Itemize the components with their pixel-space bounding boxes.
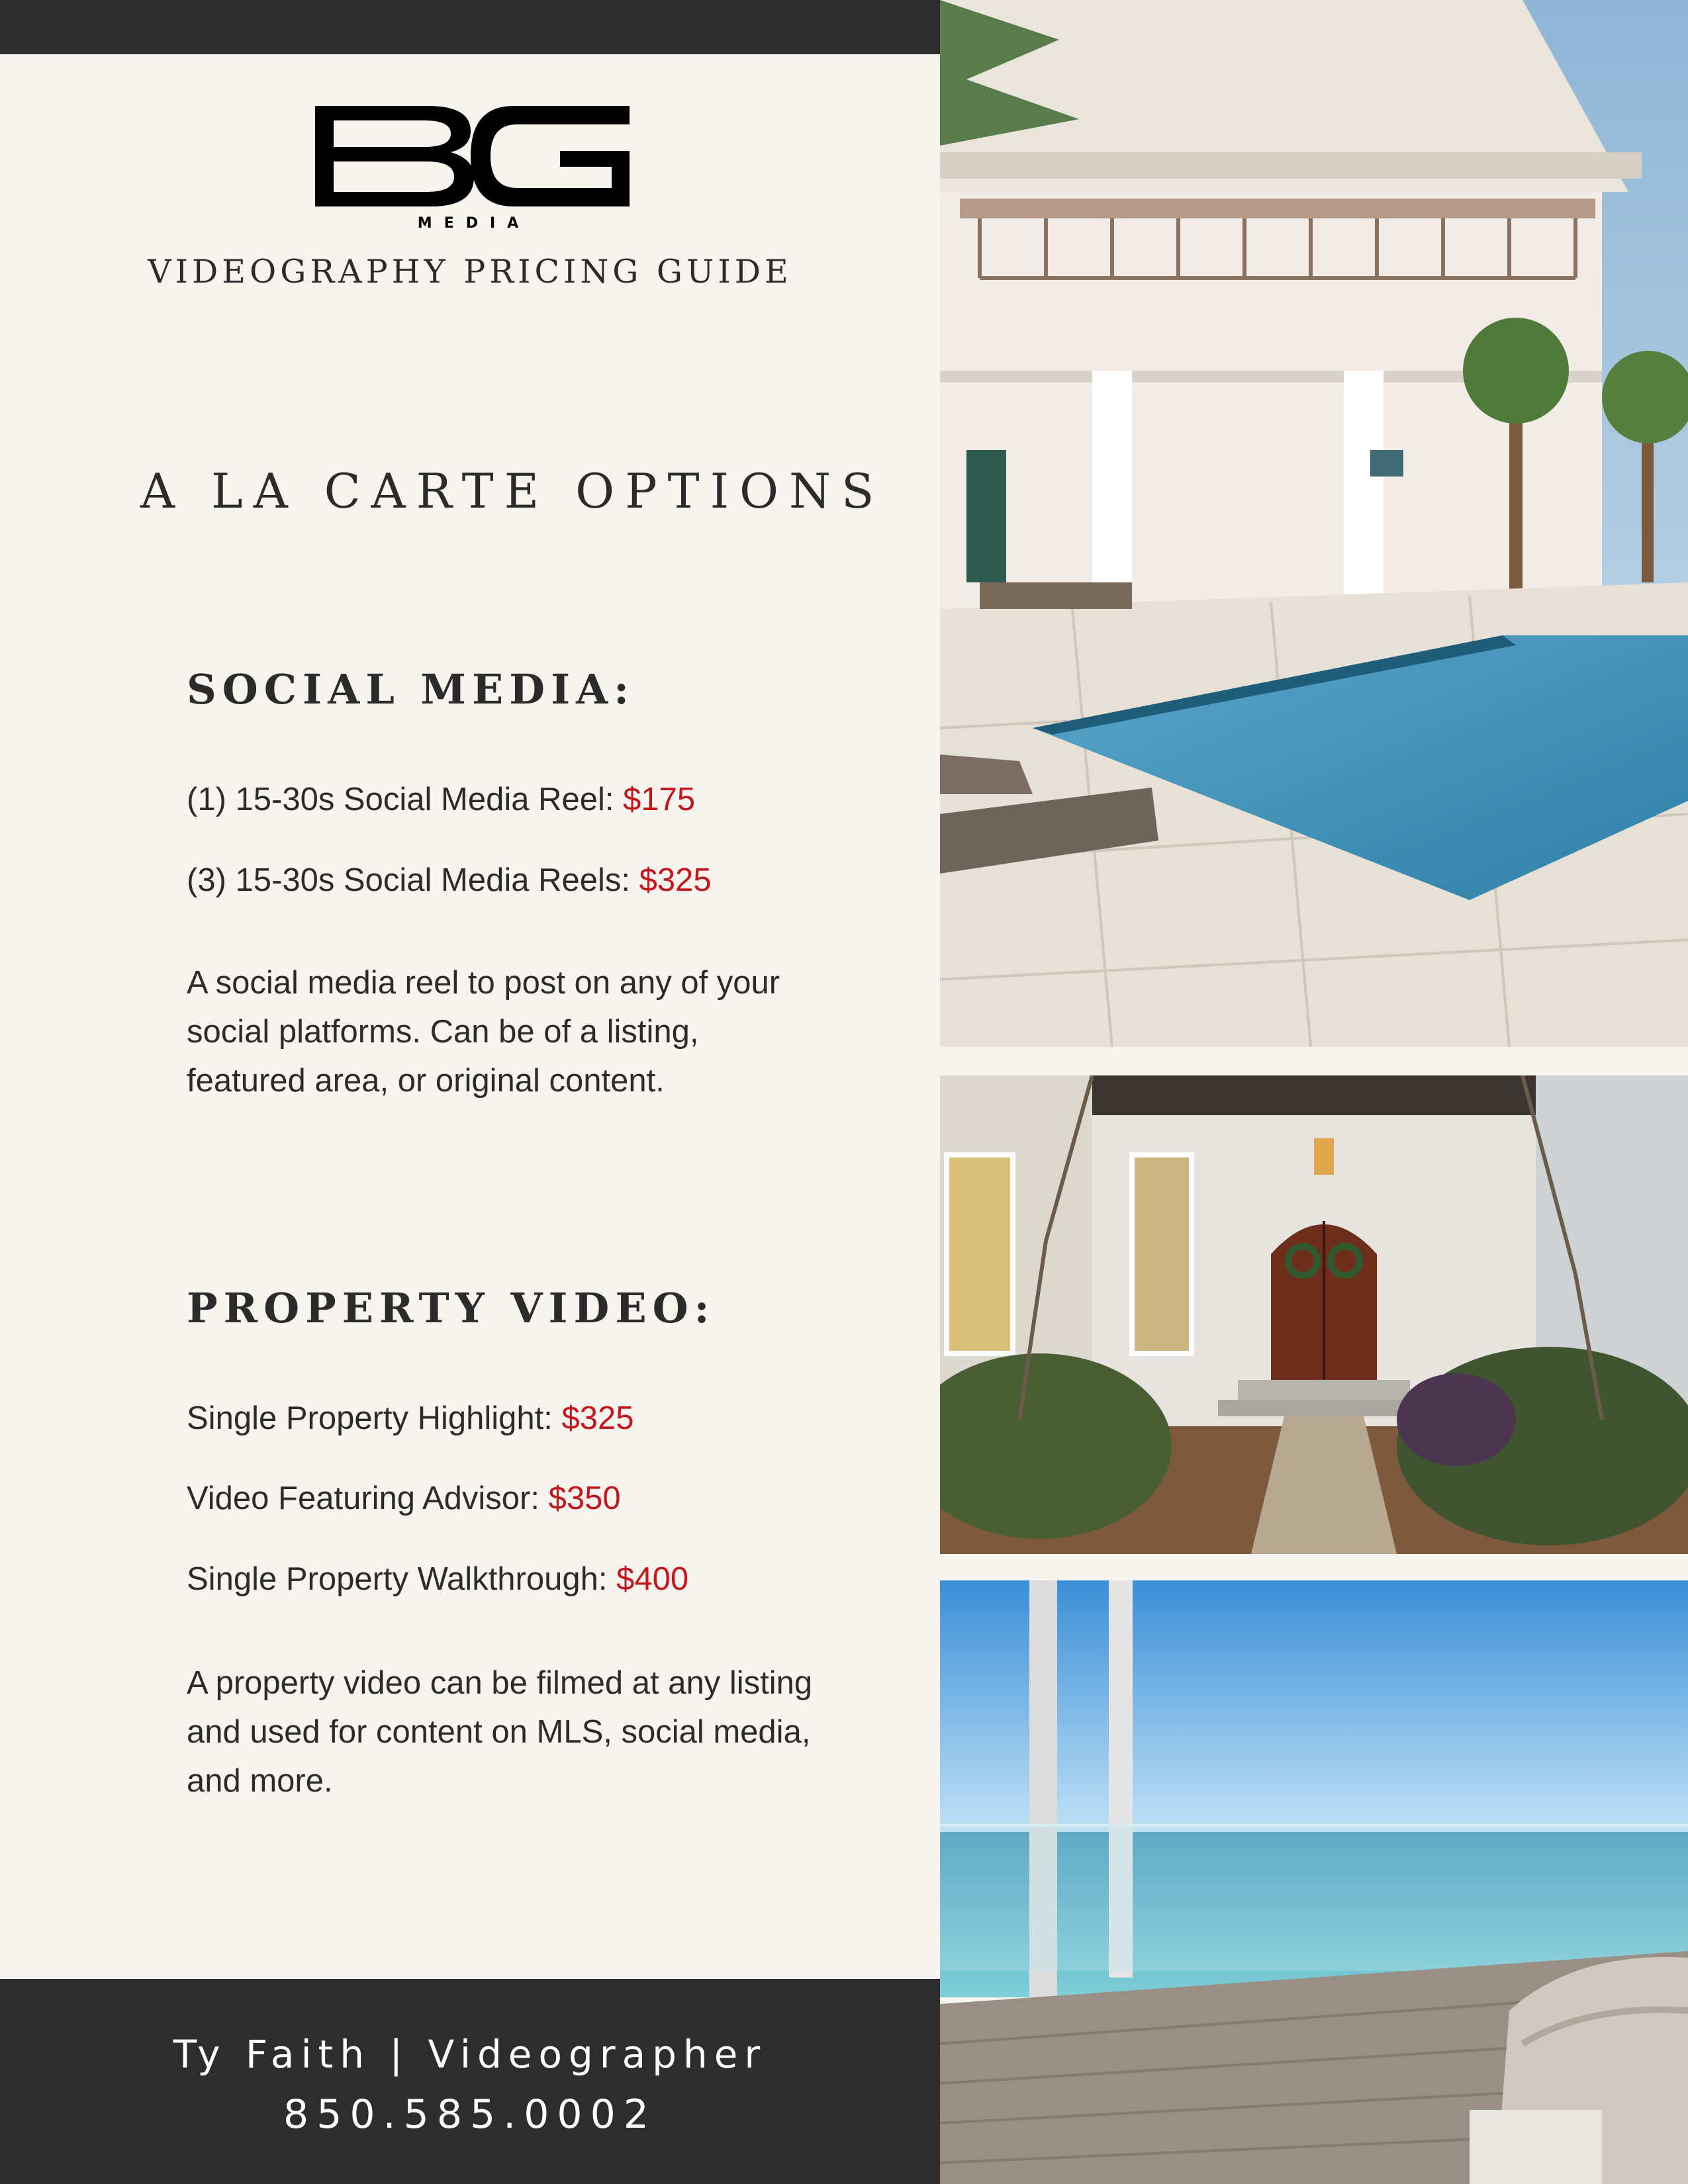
price-item xyxy=(187,1400,634,1437)
item-price: $350 xyxy=(548,1480,621,1516)
arched-door-photo xyxy=(940,1075,1688,1554)
bg-media-logo xyxy=(315,106,633,232)
phone-number: 850.585.0002 xyxy=(283,2091,657,2138)
top-bar xyxy=(0,0,940,54)
item-price: $400 xyxy=(616,1561,689,1597)
ocean-deck-photo xyxy=(940,1580,1688,2184)
item-label: (3) 15-30s Social Media Reels: xyxy=(187,862,639,898)
item-price: $325 xyxy=(639,862,712,898)
price-item xyxy=(187,1480,621,1517)
logo-sub-text: MEDIA xyxy=(417,215,531,232)
item-price: $325 xyxy=(561,1400,634,1436)
item-label: Video Featuring Advisor: xyxy=(187,1480,549,1516)
item-label: Single Property Walkthrough: xyxy=(187,1561,617,1597)
section-title: A LA CARTE OPTIONS xyxy=(140,463,885,519)
item-label: Single Property Highlight: xyxy=(187,1400,562,1436)
social-media-heading: SOCIAL MEDIA: xyxy=(187,665,635,713)
page-subtitle: VIDEOGRAPHY PRICING GUIDE xyxy=(148,253,792,291)
item-price: $175 xyxy=(623,782,696,817)
price-item xyxy=(187,781,695,818)
price-item xyxy=(187,1561,688,1598)
property-video-description: A property video can be filmed at any listing and used for content on MLS, social media, and more. xyxy=(187,1665,813,1799)
videographer-name: Ty Faith | Videographer xyxy=(173,2032,767,2077)
item-label: (1) 15-30s Social Media Reel: xyxy=(187,782,624,817)
price-item xyxy=(187,862,712,899)
footer-bar xyxy=(0,1979,940,2184)
property-video-heading: PROPERTY VIDEO: xyxy=(187,1284,716,1332)
pool-house-photo xyxy=(940,0,1688,1047)
social-media-description: A social media reel to post on any of your social platforms. Can be of a listing, featured area, or original content. xyxy=(187,965,780,1099)
